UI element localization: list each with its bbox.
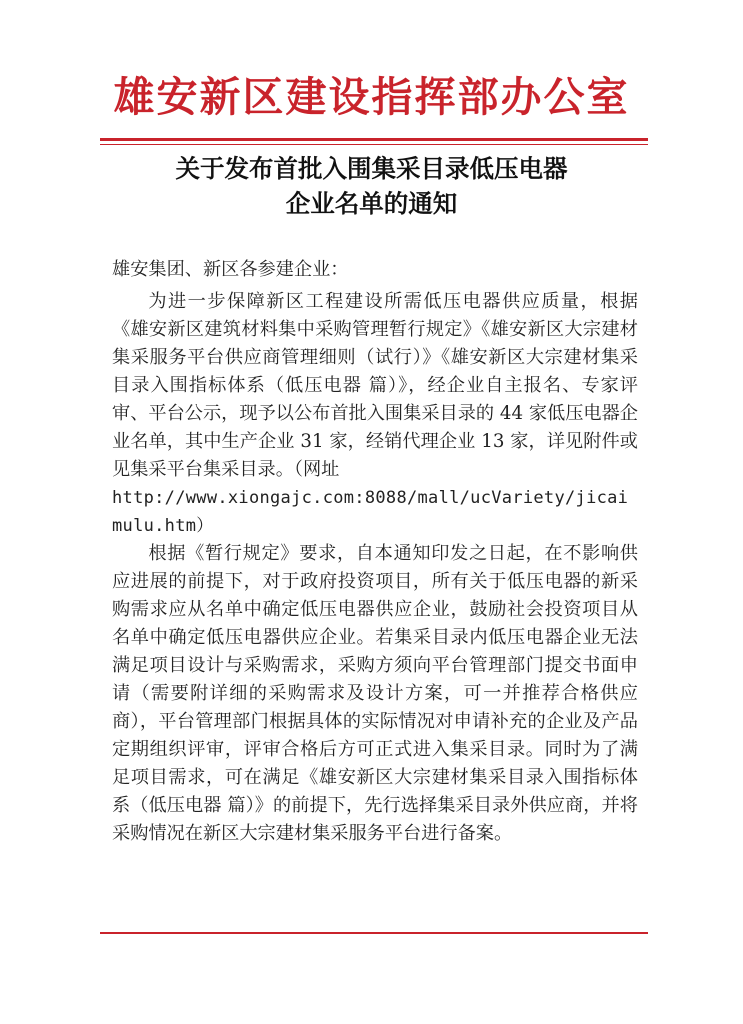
header-red-rule-thin (100, 144, 648, 145)
header-red-rule-thick (100, 138, 648, 141)
notice-body (112, 256, 638, 848)
issuing-office-title: 雄安新区建设指挥部办公室 (113, 73, 630, 121)
paragraph-1: 为进一步保障新区工程建设所需低压电器供应质量，根据《雄安新区建筑材料集中采购管理暂行规定》《雄安新区大宗建材集采服务平台供应商管理细则（试行）》《雄安新区大宗建材集采目录入围指标体系（低压电器 篇）》，经企业自主报名、专家评审、平台公示，现予以公布首批入围集采目录的 44 家低压电器企业名单，其中生产企业 31 家，经销代理企业 13 家，详见附件或见集采平台集采目录。（网址 (112, 291, 638, 480)
salutation: 雄安集团、新区各参建企业： (112, 259, 349, 280)
platform-url: http://www.xiongajc.com:8088/mall/ucVariety/jicaimulu.htm） (112, 488, 629, 536)
notice-title-line-2: 企业名单的通知 (285, 189, 458, 218)
notice-title-line-1: 关于发布首批入围集采目录低压电器 (175, 154, 568, 183)
paragraph-2: 根据《暂行规定》要求，自本通知印发之日起，在不影响供应进展的前提下，对于政府投资项目，所有关于低压电器的新采购需求应从名单中确定低压电器供应企业，鼓励社会投资项目从名单中确定低压电器供应企业。若集采目录内低压电器企业无法满足项目设计与采购需求，采购方须向平台管理部门提交书面申请（需要附详细的采购需求及设计方案，可一并推荐合格供应商），平台管理部门根据具体的实际情况对申请补充的企业及产品定期组织评审，评审合格后方可正式进入集采目录。同时为了满足项目需求，可在满足《雄安新区大宗建材集采目录入围指标体系（低压电器 篇）》的前提下，先行选择集采目录外供应商，并将采购情况在新区大宗建材集采服务平台进行备案。 (112, 543, 638, 844)
footer-red-rule (100, 932, 648, 934)
